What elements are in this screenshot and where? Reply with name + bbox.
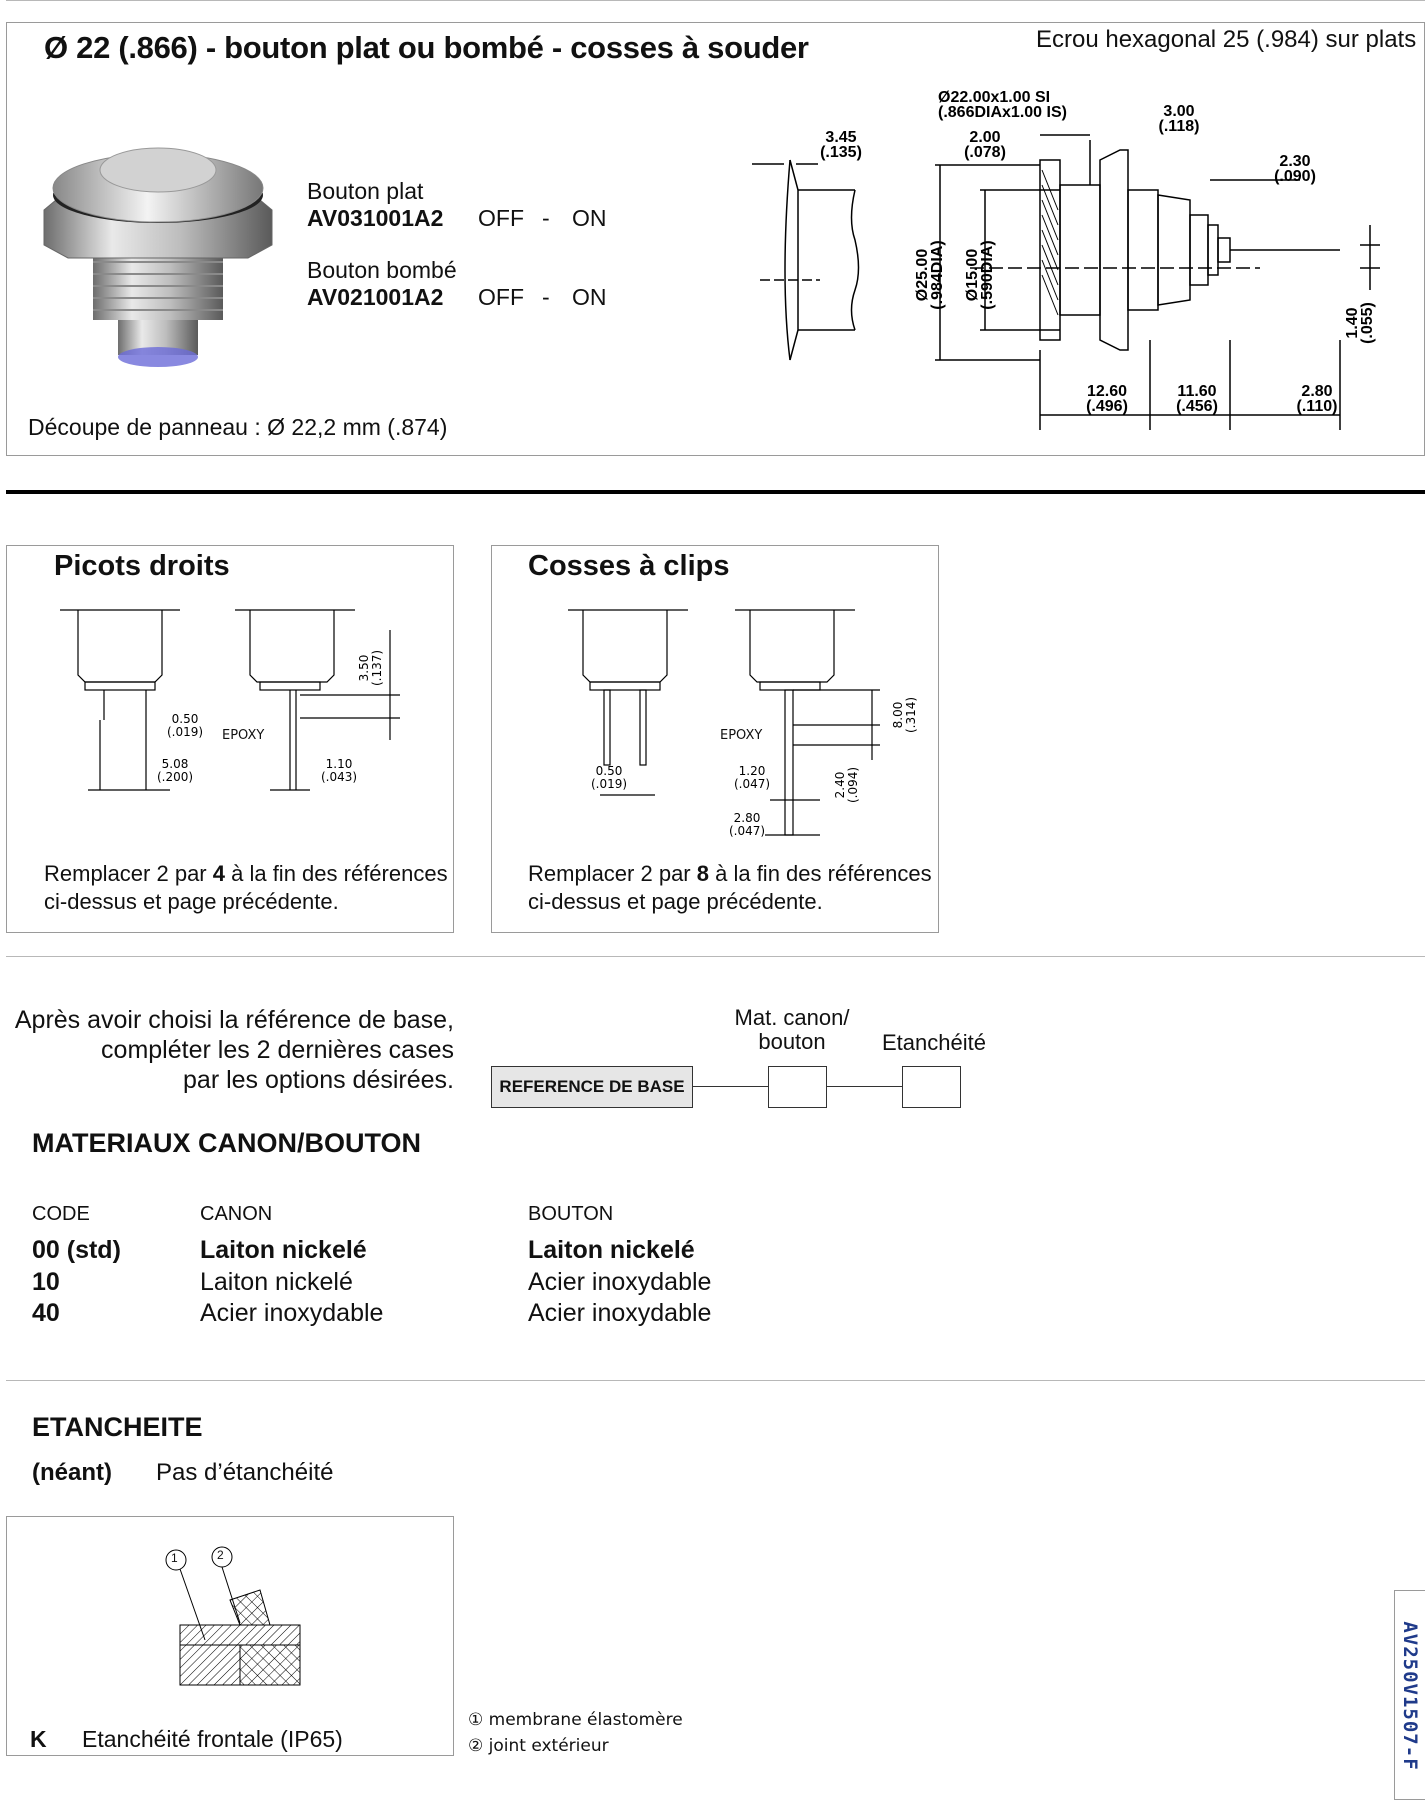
picots-epoxy: EPOXY: [222, 728, 265, 743]
clips-dim-240: 2.40 (.094): [833, 766, 860, 804]
material-bouton: Laiton nickelé: [528, 1236, 695, 1264]
sealing-k-desc: Etanchéité frontale (IP65): [82, 1726, 343, 1752]
flat-dash: -: [542, 205, 550, 231]
sealing-k-code: K: [30, 1726, 47, 1752]
rule-2: [6, 956, 1425, 957]
picots-note: Remplacer 2 par 4 à la fin des références ci-dessus et page précédente.: [44, 861, 448, 914]
dim-300: 3.00 (.118): [1158, 103, 1200, 135]
doc-reference: AV250V1507-F: [1399, 1621, 1421, 1771]
material-canon: Laiton nickelé: [200, 1236, 367, 1264]
material-slot-label: Mat. canon/ bouton: [734, 1005, 850, 1054]
flat-off: OFF: [478, 205, 524, 231]
picots-dim-508: 5.08 (.200): [156, 757, 194, 784]
section-divider: [6, 490, 1425, 494]
sealing-slot: [902, 1066, 961, 1108]
flat-button-ref: AV031001A2: [307, 205, 444, 231]
material-code: 40: [32, 1299, 60, 1327]
sealing-slot-label: Etanchéité: [882, 1030, 986, 1055]
dim-1260: 12.60 (.496): [1086, 383, 1128, 415]
dim-345: 3.45 (.135): [820, 129, 862, 161]
clips-dim-050: 0.50 (.019): [590, 764, 628, 791]
table-row: [32, 1236, 932, 1268]
sealing-none-code: (néant): [32, 1459, 112, 1486]
clips-note: Remplacer 2 par 8 à la fin des références ci-dessus et page précédente.: [528, 861, 932, 914]
product-title: Ø 22 (.866) - bouton plat ou bombé - cosses à souder: [44, 30, 809, 65]
materials-header-canon: CANON: [200, 1203, 273, 1225]
domed-button-ref: AV021001A2: [307, 284, 444, 310]
table-row: [32, 1268, 932, 1300]
callout-2-label: 2: [217, 1548, 224, 1562]
table-row: [32, 1299, 932, 1331]
picots-title: Picots droits: [54, 550, 230, 582]
clips-title: Cosses à clips: [528, 550, 730, 582]
dim-thread: Ø22.00x1.00 SI (.866DIAx1.00 IS): [938, 89, 1067, 121]
hex-nut-note: Ecrou hexagonal 25 (.984) sur plats: [1036, 26, 1417, 53]
picots-dim-350: 3.50 (.137): [357, 649, 384, 687]
options-intro: Après avoir choisi la référence de base, compléter les 2 dernières cases par les options désirées.: [14, 1006, 454, 1094]
material-code: 00 (std): [32, 1236, 121, 1264]
callout-1-label: 1: [171, 1551, 178, 1565]
domed-dash: -: [542, 284, 550, 310]
clips-epoxy: EPOXY: [720, 728, 763, 743]
material-slot: [768, 1066, 827, 1108]
rule-3: [6, 1380, 1425, 1381]
materials-title: MATERIAUX CANON/BOUTON: [32, 1128, 421, 1158]
material-canon: Laiton nickelé: [200, 1268, 353, 1296]
picots-dim-110: 1.10 (.043): [320, 757, 358, 784]
picots-dim-050: 0.50 (.019): [166, 712, 204, 739]
dim-200: 2.00 (.078): [964, 129, 1006, 161]
dim-15: Ø15.00 (.590DIA): [964, 240, 996, 310]
connector-2: [827, 1086, 902, 1087]
domed-on: ON: [572, 284, 607, 310]
domed-button-label: Bouton bombé: [307, 257, 457, 283]
legend-membrane: ① membrane élastomère: [468, 1710, 683, 1730]
panel-cutout-note: Découpe de panneau : Ø 22,2 mm (.874): [28, 414, 448, 440]
sealing-title: ETANCHEITE: [32, 1412, 203, 1442]
clips-dim-280: 2.80 (.047): [728, 811, 766, 838]
clips-dim-800: 8.00 (.314): [891, 696, 918, 734]
material-canon: Acier inoxydable: [200, 1299, 384, 1327]
dim-25: Ø25.00 (.984DIA): [914, 240, 946, 310]
flat-on: ON: [572, 205, 607, 231]
material-bouton: Acier inoxydable: [528, 1268, 712, 1296]
dim-230: 2.30 (.090): [1274, 153, 1316, 185]
domed-off: OFF: [478, 284, 524, 310]
top-rule: [6, 0, 1425, 1]
legend-joint: ② joint extérieur: [468, 1736, 609, 1756]
dim-1160: 11.60 (.456): [1176, 383, 1218, 415]
material-bouton: Acier inoxydable: [528, 1299, 712, 1327]
connector-1: [693, 1086, 768, 1087]
clips-dim-120: 1.20 (.047): [733, 764, 771, 791]
product-photo: [38, 140, 278, 380]
materials-header-bouton: BOUTON: [528, 1203, 614, 1225]
materials-header-code: CODE: [32, 1203, 90, 1225]
sealing-none-desc: Pas d’étanchéité: [156, 1459, 334, 1486]
base-ref-box: REFERENCE DE BASE: [491, 1066, 693, 1108]
flat-button-label: Bouton plat: [307, 178, 424, 204]
dim-280: 2.80 (.110): [1296, 383, 1338, 415]
dim-140: 1.40 (.055): [1344, 302, 1376, 344]
seal-section-drawing: [150, 1545, 320, 1695]
material-code: 10: [32, 1268, 60, 1296]
